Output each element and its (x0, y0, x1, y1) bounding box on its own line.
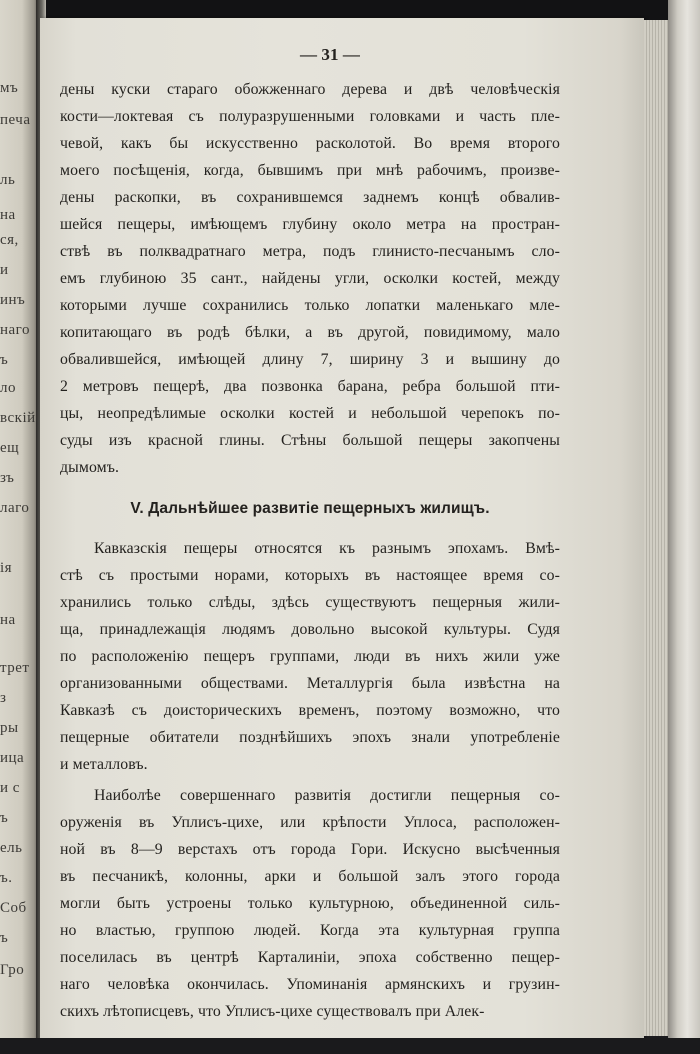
section-heading: V. Дальнѣйшее развитіе пещерныхъ жилищъ. (130, 500, 490, 517)
paragraph-3 (60, 782, 560, 1025)
text-line: 2 метровъ пещерѣ, два позвонка барана, ребра большой пти- (60, 378, 560, 395)
facing-page-text-fragment: наго (0, 322, 30, 338)
facing-page-text-fragment: ъ. (0, 870, 13, 886)
text-line: ствѣ въ полквадратнаго метра, подъ глинисто-песчанымъ сло- (60, 243, 560, 260)
page-block-edges (644, 20, 668, 1036)
text-line: копитающаго въ родѣ бѣлки, а въ другой, повидимому, мало (60, 324, 560, 341)
facing-page-text-fragment: лаго (0, 500, 30, 516)
book-cover-board (668, 0, 700, 1054)
facing-page-text-fragment: вскій (0, 410, 36, 426)
text-line: скихъ лѣтописцевъ, что Уплисъ-цихе существовалъ при Алек- (60, 1003, 485, 1020)
facing-page-text-fragment: мъ (0, 80, 19, 96)
text-line: чевой, какъ бы искусственно расколотой. Во время второго (60, 135, 560, 152)
bottom-shadow (0, 1038, 700, 1054)
facing-page-text-fragment: и (0, 262, 9, 278)
facing-page-text-fragment: ія (0, 560, 13, 576)
text-line: могли быть устроены только культурною, объединенной силь- (60, 895, 560, 912)
facing-page-text-fragment: з (0, 690, 7, 706)
text-line: Кавказѣ съ доисторическихъ временъ, поэтому возможно, что (60, 702, 560, 719)
text-line: организованными обществами. Металлургія была извѣстна на (60, 675, 560, 692)
text-line: дены куски стараго обожженнаго дерева и двѣ человѣческія (60, 81, 560, 98)
text-line: обвалившейся, имѣющей длину 7, ширину 3 и вышину до (60, 351, 560, 368)
text-line: въ песчаникѣ, колонны, арки и большой залъ этого города (60, 868, 560, 885)
paragraph-1 (60, 76, 560, 481)
facing-page-text-fragment: ещ (0, 440, 20, 456)
text-line: цы, неопредѣлимые осколки костей и небольшой черепокъ по- (60, 405, 560, 422)
page-text-block (60, 40, 560, 1025)
facing-page-text-fragment: ъ (0, 930, 9, 946)
text-line: но властью, группою людей. Когда эта культурная группа (60, 922, 560, 939)
text-line: которыми лучше сохранились только лопатки маленькаго мле- (60, 297, 560, 314)
text-line: суды изъ красной глины. Стѣны большой пещеры закопчены (60, 432, 560, 449)
facing-page-text-fragment: ъ (0, 352, 9, 368)
text-line: и металловъ. (60, 756, 148, 773)
text-line: моего посѣщенія, когда, бывшимъ при мнѣ рабочимъ, произве- (60, 162, 560, 179)
text-line: наго человѣка окончилась. Упоминанія армянскихъ и грузин- (60, 976, 560, 993)
text-line: Наиболѣе совершеннаго развитія достигли пещерныя со- (94, 787, 560, 804)
facing-page-text-fragment: зъ (0, 470, 15, 486)
text-line: по расположенію пещеръ группами, люди въ нихъ жили уже (60, 648, 560, 665)
text-line: стѣ съ простыми норами, которыхъ въ настоящее время со- (60, 567, 560, 584)
facing-page-text-fragment: ль (0, 172, 16, 188)
facing-page-text-fragment: на (0, 207, 16, 223)
facing-page-text-fragment: ло (0, 380, 16, 396)
text-line: шейся пещеры, имѣющемъ глубину около метра на простран- (60, 216, 560, 233)
text-line: дымомъ. (60, 459, 120, 476)
page-number: — 31 — (299, 45, 361, 64)
text-line: дены раскопки, въ сохранившемся заднемъ концѣ обвалив- (60, 189, 560, 206)
text-line: Кавказскія пещеры относятся къ разнымъ эпохамъ. Вмѣ- (94, 540, 560, 557)
text-line: кости—локтевая съ полуразрушенными головками и часть пле- (60, 108, 560, 125)
paragraph-2 (60, 535, 560, 778)
text-line: оруженія въ Уплисъ-цихе, или крѣпости Уплоса, расположен- (60, 814, 560, 831)
text-line: пещерные обитатели позднѣйшихъ эпохъ знали употребленіе (60, 729, 560, 746)
text-line: ща, принадлежащія людямъ довольно высокой культуры. Судя (60, 621, 560, 638)
facing-page-text-fragment: Соб (0, 900, 27, 916)
text-line: ной въ 8—9 верстахъ отъ города Гори. Искусно высѣченныя (60, 841, 560, 858)
facing-page-text-fragment: трет (0, 660, 30, 676)
facing-page-text-fragment: Гро (0, 962, 25, 978)
facing-page-text-fragment: на (0, 612, 16, 628)
facing-page-text-fragment: ель (0, 840, 23, 856)
facing-page-text-fragment: ъ (0, 810, 9, 826)
facing-page-text-fragment: печа (0, 112, 31, 128)
text-line: хранились только слѣды, здѣсь существуютъ пещерныя жили- (60, 594, 560, 611)
facing-page-text-fragment: ры (0, 720, 19, 736)
facing-page-text-fragment: и с (0, 780, 20, 796)
text-line: поселилась въ центрѣ Карталиніи, эпоха собственно пещер- (60, 949, 560, 966)
facing-page-text-fragment: инъ (0, 292, 26, 308)
facing-page-edge (0, 0, 40, 1054)
facing-page-text-fragment: ица (0, 750, 25, 766)
facing-page-text-fragment: ся, (0, 232, 19, 248)
text-line: емъ глубиною 35 сант., найдены угли, осколки костей, между (60, 270, 560, 287)
